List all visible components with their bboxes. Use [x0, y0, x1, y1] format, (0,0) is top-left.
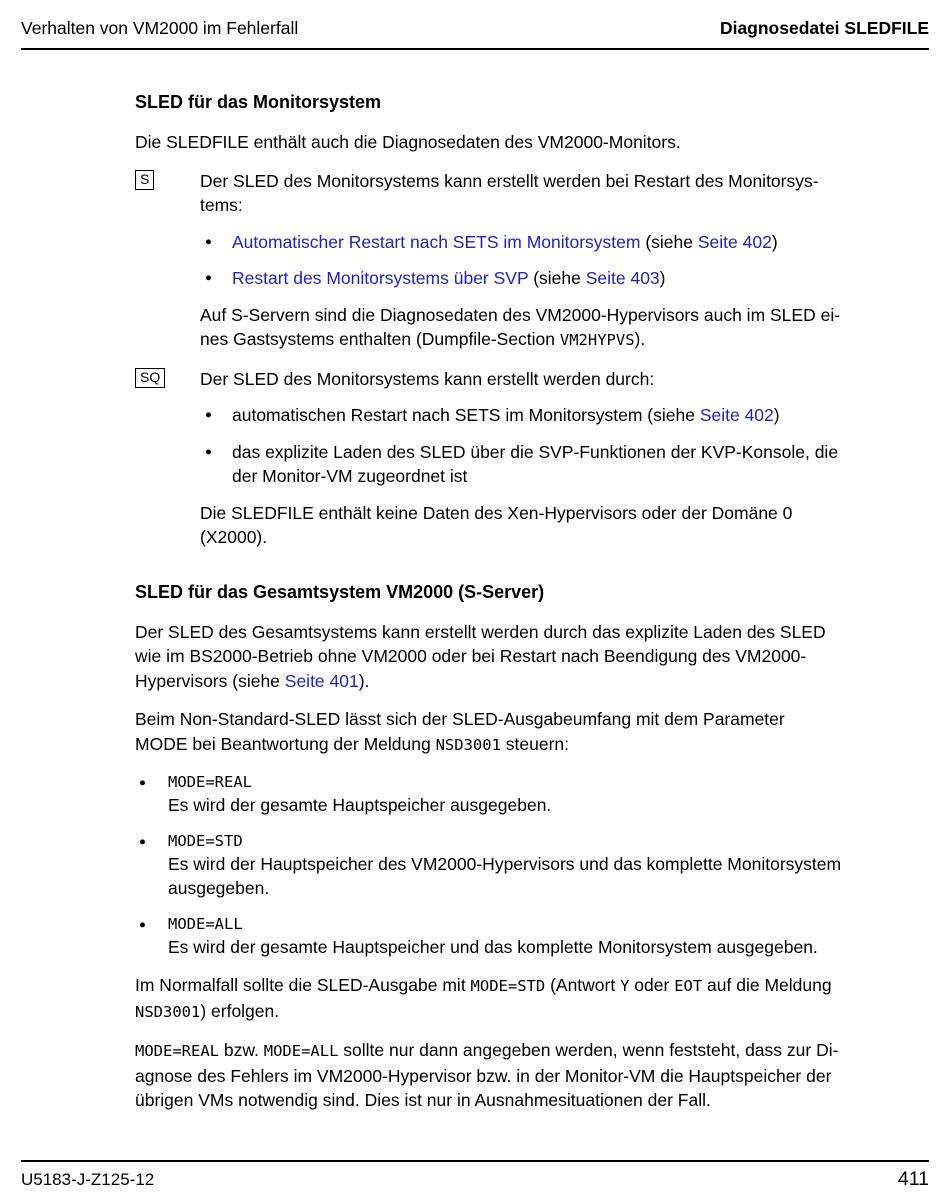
sq-server-icon: SQ	[135, 368, 165, 388]
margin-icon-column	[135, 367, 200, 550]
page-link[interactable]: Restart des Monitorsystems über SVP	[232, 268, 529, 288]
server-note-s	[135, 169, 929, 353]
text-run: steuern:	[500, 733, 570, 754]
mode-code: MODE=ALL	[168, 914, 243, 933]
text-run: Es wird der gesamte Hauptspeicher und das komplette Monitorsystem ausgegeben.	[168, 936, 818, 957]
text-run: agnose des Fehlers im VM2000-Hypervisor bzw. in der Monitor-VM die Hauptspeicher der	[135, 1065, 832, 1086]
page-link[interactable]: Seite 403	[585, 268, 660, 288]
page-link[interactable]: Seite 401	[284, 670, 359, 691]
paragraph	[200, 303, 929, 353]
text-run: (X2000).	[200, 527, 268, 547]
list-item	[135, 771, 929, 818]
code-text: MODE=REAL	[135, 1042, 219, 1060]
footer-rule	[21, 1160, 929, 1162]
text-run: (Antwort	[545, 975, 621, 995]
mode-options-list	[135, 771, 929, 959]
text-run: das explizite Laden des SLED über die SVP-Funktionen der KVP-Konsole, die	[232, 441, 839, 462]
text-run: Die SLEDFILE enthält keine Daten des Xen-Hypervisors oder der Domäne 0	[200, 502, 793, 523]
intro-paragraph	[135, 130, 929, 155]
list-item-text	[232, 266, 666, 291]
paragraph	[135, 707, 929, 757]
list-item	[135, 913, 929, 960]
paragraph	[200, 169, 929, 218]
text-run: ) erfolgen.	[200, 1000, 280, 1021]
bullet-icon: ●	[205, 272, 212, 284]
mode-option	[168, 913, 929, 960]
list-item	[200, 440, 929, 489]
list-item-text	[232, 440, 838, 489]
mode-code: MODE=REAL	[168, 773, 252, 791]
paragraph	[135, 973, 929, 1024]
list-item	[135, 830, 929, 901]
text-run: (siehe	[640, 231, 698, 252]
restart-options-list	[200, 230, 929, 291]
text-run: der Monitor-VM zugeordnet ist	[232, 466, 468, 486]
text-run: Beim Non-Standard-SLED lässt sich der SLED-Ausgabeumfang mit dem Parameter	[135, 709, 785, 729]
code-text: EOT	[674, 977, 703, 995]
margin-icon-column	[135, 169, 200, 353]
text-run: Es wird der Hauptspeicher des VM2000-Hypervisors und das komplette Monitorsystem	[168, 853, 842, 874]
section-heading-gesamtsystem: SLED für das Gesamtsystem VM2000 (S-Server)	[135, 581, 545, 602]
bullet-icon: ●	[139, 918, 146, 931]
text-run: Der SLED des Gesamtsystems kann erstellt werden durch das explizite Laden des SLED	[135, 621, 826, 642]
text-run: Es wird der gesamte Hauptspeicher ausgegeben.	[168, 795, 552, 815]
text-run: automatischen Restart nach SETS im Monitorsystem (siehe	[232, 405, 700, 425]
header-right-title: Diagnosedatei SLEDFILE	[719, 18, 929, 38]
bullet-icon: ●	[139, 777, 146, 789]
server-note-sq	[135, 367, 929, 550]
s-server-icon: S	[135, 170, 154, 190]
page-link[interactable]: Seite 402	[697, 231, 772, 252]
paragraph	[200, 367, 929, 392]
text-run: bzw.	[219, 1040, 264, 1060]
text-run: ausgegeben.	[168, 878, 270, 898]
text-run: tems:	[200, 195, 243, 215]
paragraph	[135, 620, 929, 694]
text-run: Der SLED des Monitorsystems kann erstellt werden bei Restart des Monitorsys-	[200, 170, 819, 191]
mode-description	[168, 793, 929, 818]
text-run: Auf S-Servern sind die Diagnosedaten des VM2000-Hypervisors auch im SLED ei-	[200, 304, 841, 325]
bullet-icon: ●	[205, 235, 212, 248]
code-text: Y	[620, 977, 630, 995]
text-run: MODE bei Beantwortung der Meldung	[135, 733, 436, 754]
code-text: MODE=STD	[470, 977, 546, 995]
mode-description	[168, 852, 929, 901]
text-run: )	[659, 268, 666, 288]
page-number: 411	[897, 1168, 929, 1190]
page-link[interactable]: Seite 402	[699, 405, 774, 425]
footer-row	[21, 1168, 929, 1191]
sled-creation-list	[200, 403, 929, 489]
text-run: ).	[634, 329, 646, 349]
text-run: Hypervisors (siehe	[135, 670, 285, 691]
bullet-icon: ●	[139, 835, 146, 848]
list-item	[200, 403, 929, 428]
text-run: sollte nur dann angegeben werden, wenn feststeht, dass zur Di-	[338, 1040, 839, 1060]
mode-option	[168, 771, 929, 818]
text-run: auf die Meldung	[702, 975, 832, 995]
text-run: nes Gastsystems enthalten (Dumpfile-Section	[200, 329, 560, 349]
bullet-icon: ●	[205, 445, 212, 458]
bullet-icon: ●	[205, 409, 212, 421]
mode-code: MODE=STD	[168, 831, 243, 850]
text-run: )	[771, 231, 778, 252]
list-item	[200, 230, 929, 255]
page-header	[21, 14, 929, 48]
page-link[interactable]: Automatischer Restart nach SETS im Monitorsystem	[232, 231, 641, 252]
list-item-text	[232, 403, 780, 428]
document-id: U5183-J-Z125-12	[21, 1170, 155, 1189]
text-run: oder	[629, 975, 675, 995]
mode-option	[168, 830, 929, 901]
list-item	[200, 266, 929, 291]
paragraph	[135, 1038, 929, 1113]
paragraph	[200, 501, 929, 550]
page-content	[21, 50, 929, 1127]
code-text: VM2HYPVS	[559, 331, 635, 349]
text-run: ).	[358, 670, 370, 691]
text-run: Der SLED des Monitorsystems kann erstellt werden durch:	[200, 368, 655, 389]
note-body	[200, 169, 929, 353]
header-left-title: Verhalten von VM2000 im Fehlerfall	[21, 18, 299, 38]
code-text: NSD3001	[135, 1002, 201, 1021]
text-run: Die SLEDFILE enthält auch die Diagnosedaten des VM2000-Monitors.	[135, 132, 681, 152]
text-run: übrigen VMs notwendig sind. Dies ist nur in Ausnahmesituationen der Fall.	[135, 1090, 711, 1110]
code-text: NSD3001	[435, 735, 501, 754]
text-run: )	[773, 405, 780, 425]
text-run: Im Normalfall sollte die SLED-Ausgabe mit	[135, 975, 471, 995]
section-heading-monitorsystem: SLED für das Monitorsystem	[135, 92, 382, 112]
list-item-text	[232, 230, 778, 255]
page-footer	[21, 1160, 929, 1191]
text-run: wie im BS2000-Betrieb ohne VM2000 oder bei Restart nach Beendigung des VM2000-	[135, 646, 807, 666]
mode-description	[168, 935, 929, 960]
text-run: (siehe	[528, 268, 586, 288]
code-text: MODE=ALL	[263, 1042, 339, 1060]
note-body	[200, 367, 929, 550]
